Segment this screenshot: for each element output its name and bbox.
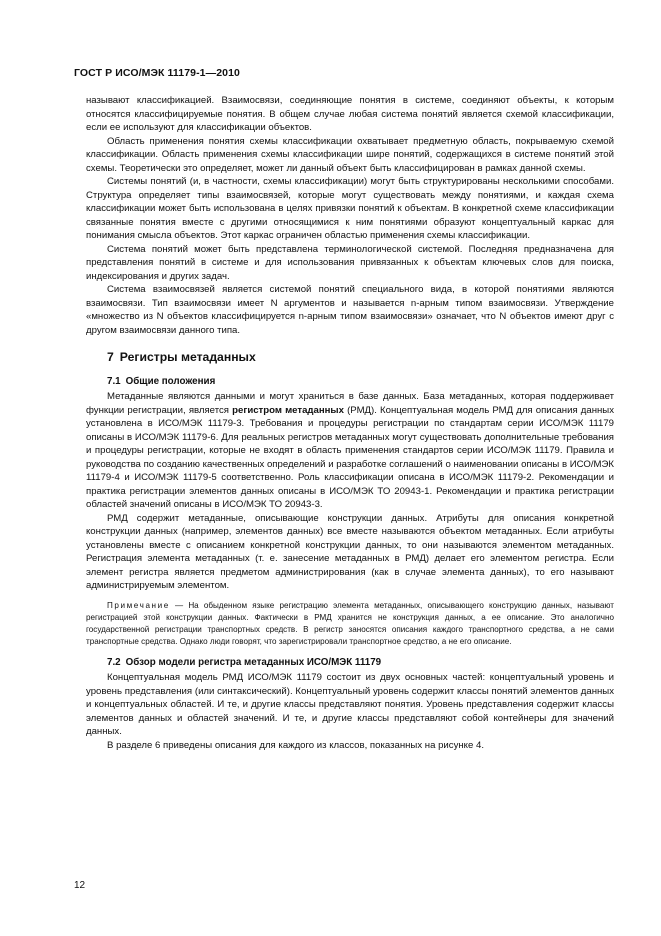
note-text: — На обыденном языке регистрацию элемента метаданных, описывающего конструкцию данных, называют регистрацией этой конструкции данных. Фактически в РМД хранится не конструкция данных, а ее описание. Это аналогично государственной регистрации транспортных средств. В регистр заносятся описания каждого транспортного средства, а не сами транспортные средства. Однако люди говорят, что зарегистрировали транспортное средство, а не его описание. bbox=[86, 600, 614, 646]
paragraph: называют классификацией. Взаимосвязи, соединяющие понятия в системе, соединяют объекты, к которым относятся классифицируемые понятия. В общем случае любая система понятий является схемой классификации, если ее используют для классификации объектов. bbox=[86, 95, 614, 133]
term-bold: регистром метаданных bbox=[232, 404, 344, 416]
section-7-1-heading bbox=[107, 375, 614, 389]
subsection-number: 7.1 bbox=[107, 375, 121, 387]
section-7-heading bbox=[107, 351, 614, 365]
paragraph: Системы понятий (и, в частности, схемы классификации) могут быть структурированы несколькими способами. Структура определяет типы взаимосвязей, которые могут существовать между понятиями, и каждая схема классификации может быть использована в целях привязки понятий к объектам. В конкретной схеме классификации связанные понятия вместе с другими относящимися к ним понятиями образуют концептуальный каркас для понимания смысла объектов. Этот каркас ограничен областью применения схемы классификации. bbox=[86, 176, 614, 241]
paragraph: Область применения понятия схемы классификации охватывает предметную область, покрываемую схемой классификации. Область применения схемы классификации шире понятий, содержащихся в системе понятий этой схемы. Теоретически это определяет, может ли данный объект быть классифицирован в рамках данной схемы. bbox=[86, 135, 614, 174]
section-number: 7 bbox=[107, 350, 114, 364]
document-header: ГОСТ Р ИСО/МЭК 11179-1—2010 bbox=[74, 67, 240, 79]
paragraph: Система понятий может быть представлена терминологической системой. Последняя предназначена для представления понятий в системе и для использования привязанных к объектам ключевых слов для поиска, индексирования и других задач. bbox=[86, 243, 614, 282]
note bbox=[86, 600, 614, 648]
paragraph: РМД содержит метаданные, описывающие конструкции данных. Атрибуты для описания конкретной конструкции данных (например, элементов данных) все вместе называются объектом метаданных. Если атрибуты установлены вместе с описанием конкретной конструкции данных, то они называются элементом метаданных. Регистрация элемента метаданных (т. е. занесение метаданных в РМД) делает его элементом регистра. Если элемент регистра является предметом администрирования (как в случае элемента данных), то его называют администрируемым элементом. bbox=[86, 512, 614, 591]
paragraph: Концептуальная модель РМД ИСО/МЭК 11179 состоит из двух основных частей: концептуальный уровень и уровень представления (или синтаксический). Концептуальный уровень содержит классы понятий элементов данных и концептуальных областей. И те, и другие классы представляют понятия. Уровень представления содержит классы элементов данных и областей значений. И те, и другие классы представляют собой контейнеры для значений данных. bbox=[86, 672, 614, 738]
subsection-title: Обзор модели регистра метаданных ИСО/МЭК 11179 bbox=[125, 656, 382, 668]
note-label: Примечание bbox=[107, 600, 170, 610]
paragraph bbox=[86, 390, 614, 512]
section-title: Регистры метаданных bbox=[119, 350, 256, 364]
subsection-title: Общие положения bbox=[125, 375, 216, 387]
section-7-2-heading bbox=[107, 656, 614, 670]
paragraph-text: Метаданные являются данными и могут храниться в базе данных. База метаданных, которая поддерживает функции регистрации, является bbox=[86, 391, 614, 416]
paragraph-text: (РМД). Концептуальная модель РМД для описания данных установлена в ИСО/МЭК 11179-3. Требования и процедуры регистрации по стандартам серии ИСО/МЭК 11179 описаны в ИСО/МЭК 11179-6. Для реальных регистров метаданных могут существовать дополнительные требования и процедуры регистрации, которые не входят в область применения стандартов серии ИСО/МЭК 11179. Правила и руководства по созданию качественных определений и разработке соглашений о наименовании описаны в ИСО/МЭК 11179-4 и ИСО/МЭК 11179-5 соответственно. Роль классификации описана в ИСО/МЭК 11179-2. Рекомендации и практика регистрации элементов данных описаны в ИСО/МЭК ТО 20943-1. Рекомендации и практика регистрации областей значений описаны в ИСО/МЭК ТО 20943-3. bbox=[86, 404, 614, 510]
page-number: 12 bbox=[74, 880, 86, 891]
page-body bbox=[86, 94, 614, 752]
paragraph: Система взаимосвязей является системой понятий специального вида, в которой понятиями являются взаимосвязи. Тип взаимосвязи имеет N аргументов и называется n-арным типом взаимосвязи. Утверждение «множество из N объектов классифицируется n-арным типом взаимосвязи» означает, что N объектов имеют друг с другом взаимосвязи данного типа. bbox=[86, 284, 614, 336]
subsection-number: 7.2 bbox=[107, 656, 121, 668]
paragraph: В разделе 6 приведены описания для каждого из классов, показанных на рисунке 4. bbox=[107, 739, 484, 751]
